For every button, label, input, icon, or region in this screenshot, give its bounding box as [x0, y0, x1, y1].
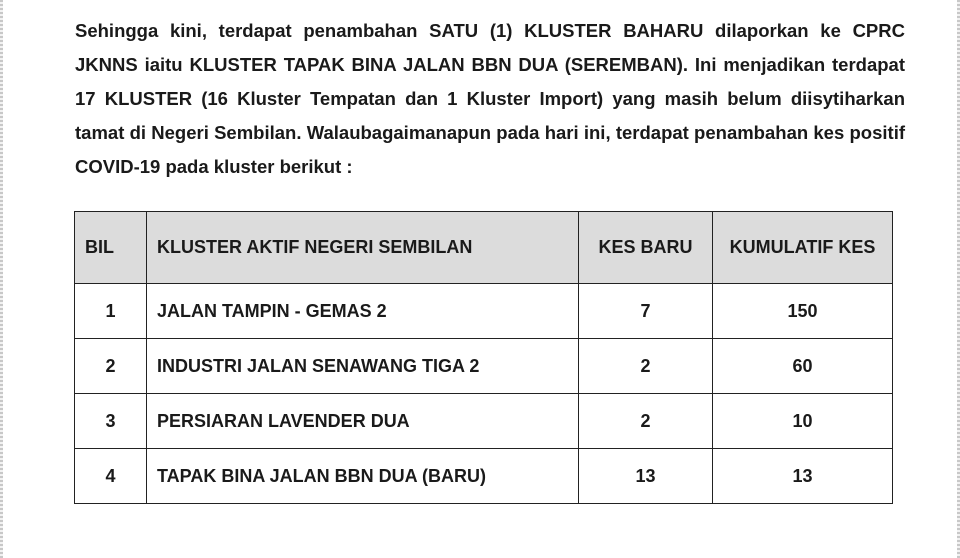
row-new-cases: 2 [579, 394, 713, 449]
row-cluster: TAPAK BINA JALAN BBN DUA (BARU) [147, 449, 579, 504]
row-new-cases: 13 [579, 449, 713, 504]
row-cumulative: 60 [713, 339, 893, 394]
row-cluster: PERSIARAN LAVENDER DUA [147, 394, 579, 449]
page-edge-left [0, 0, 3, 558]
table-row [75, 449, 893, 504]
intro-paragraph: Sehingga kini, terdapat penambahan SATU (1) KLUSTER BAHARU dilaporkan ke CPRC JKNNS iaitu KLUSTER TAPAK BINA JALAN BBN DUA (SEREMBAN). Ini menjadikan terdapat 17 KLUSTER (16 Kluster Tempatan dan 1 Kluster Import) yang masih belum diisytiharkan tamat di Negeri Sembilan. Walaubagaimanapun pada hari ini, terdapat penambahan kes positif COVID-19 pada kluster berikut : [75, 20, 905, 177]
row-new-cases: 7 [579, 284, 713, 339]
row-cumulative: 13 [713, 449, 893, 504]
row-bil: 2 [75, 339, 147, 394]
table-row [75, 394, 893, 449]
table-header-row [75, 212, 893, 284]
row-bil: 1 [75, 284, 147, 339]
table-row [75, 339, 893, 394]
row-cumulative: 150 [713, 284, 893, 339]
row-bil: 4 [75, 449, 147, 504]
header-bil: BIL [75, 212, 147, 284]
row-new-cases: 2 [579, 339, 713, 394]
header-new-cases: KES BARU [579, 212, 713, 284]
header-cluster: KLUSTER AKTIF NEGERI SEMBILAN [147, 212, 579, 284]
table-row [75, 284, 893, 339]
cluster-table [74, 211, 893, 504]
row-cumulative: 10 [713, 394, 893, 449]
row-cluster: INDUSTRI JALAN SENAWANG TIGA 2 [147, 339, 579, 394]
row-bil: 3 [75, 394, 147, 449]
header-cumulative: KUMULATIF KES [713, 212, 893, 284]
row-cluster: JALAN TAMPIN - GEMAS 2 [147, 284, 579, 339]
